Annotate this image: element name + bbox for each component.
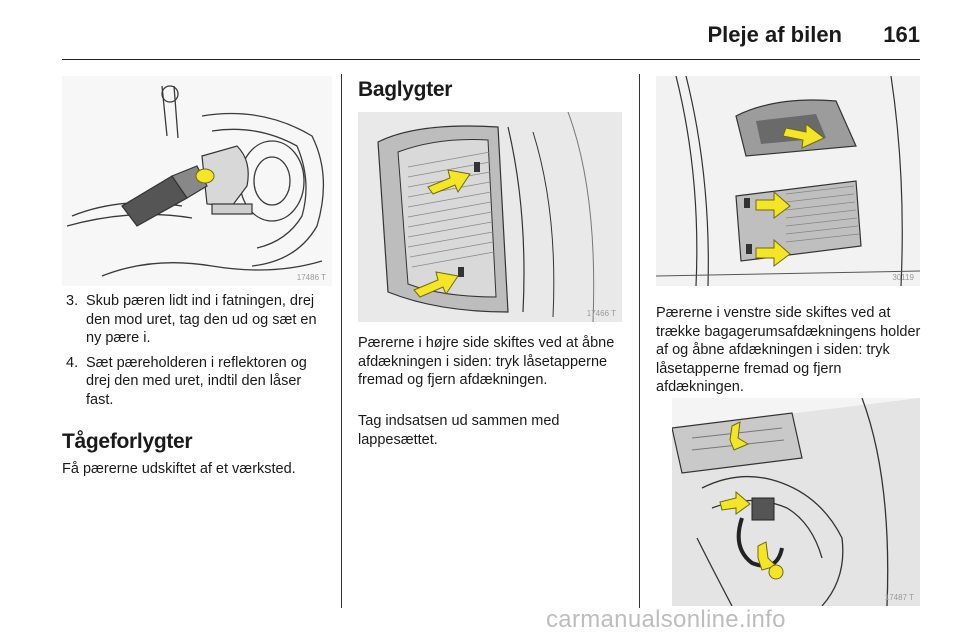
step-number: 3. [66, 293, 79, 309]
step-item [66, 292, 328, 348]
figure-number: 17487 T [884, 593, 914, 602]
step-number: 4. [66, 354, 79, 371]
column-divider-right [639, 74, 640, 608]
instruction-steps [66, 292, 328, 415]
fog-lights-heading: Tågeforlygter [62, 430, 193, 453]
page-header [62, 14, 920, 60]
right-side-cover-illustration [358, 112, 622, 322]
bulb-holder-drawing [672, 398, 920, 606]
column-divider-left [341, 74, 342, 608]
step-item [66, 354, 328, 410]
insert-removal-instructions: Tag indsatsen ud sammen med lappesættet. [358, 413, 560, 448]
left-side-cover-drawing [656, 76, 920, 286]
left-side-cover-illustration [656, 76, 920, 286]
step-text: Sæt pæreholderen i reflektoren og drej den med uret, indtil den låser fast. [86, 354, 307, 408]
left-side-instructions: Pærerne i venstre side skiftes ved at trække bagagerumsafdækningens holder af og åbne afdækningen i siden: tryk låsetapperne fremad og fjern afdækningen. [656, 305, 921, 395]
fog-lights-paragraph: Få pærerne udskiftet af et værksted. [62, 461, 296, 477]
figure-number: 30119 [892, 273, 914, 282]
page-number: 161 [883, 22, 920, 47]
fog-light-bulb-illustration [62, 76, 332, 286]
section-title: Pleje af bilen [707, 22, 842, 47]
right-side-instructions: Pærerne i højre side skiftes ved at åbne afdækningen i siden: tryk låsetapperne fremad og fjern afdækningen. [358, 335, 615, 388]
bulb-holder-illustration [672, 398, 920, 606]
fog-light-bulb-drawing [62, 76, 332, 286]
step-text: Skub pæren lidt ind i fatningen, drej den mod uret, tag den ud og sæt en ny pære i. [86, 293, 317, 346]
tail-lights-heading: Baglygter [358, 78, 453, 101]
right-side-cover-drawing [358, 112, 622, 322]
watermark-text: carmanualsonline.info [546, 606, 786, 633]
figure-number: 17486 T [296, 273, 326, 282]
figure-number: 17466 T [586, 309, 616, 318]
